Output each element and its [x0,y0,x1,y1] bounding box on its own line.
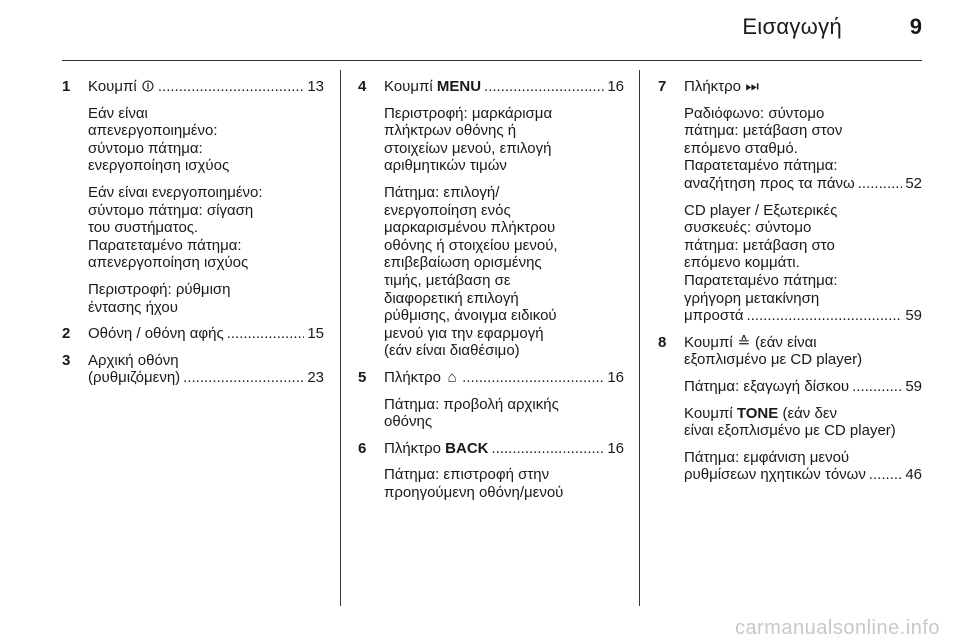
page-reference: 46 [905,466,922,484]
item-description: Πάτημα: επιστροφή στην προηγούμενη οθόνη/μενού [384,466,564,501]
button-name: MENU [436,78,482,95]
page-reference: 23 [307,369,324,387]
list-item-1 [62,78,324,316]
home-icon: ⌂ [447,368,457,386]
page-reference: 59 [905,377,922,395]
leader-dots [492,440,605,458]
item-description: Περιστροφή: ρύθμιση έντασης ήχου [88,280,231,316]
leader-dots [747,307,903,325]
leader-dots [462,369,604,387]
item-number: 8 [658,333,667,351]
leader-dots [484,78,604,96]
item-heading [88,78,324,96]
page-reference: 59 [905,307,922,325]
item-description: Πάτημα: προβολή αρχικής οθόνης [384,395,559,431]
list-item-3 [62,352,324,387]
page-title: Εισαγωγή [742,14,842,39]
list-item-8: 8 Κουμπί ≙ (εάν είναι εξοπλισμένο με CD player) Πάτημα: εξαγωγή δίσκου ..... 59 Κουμπί TONE (εάν δεν είναι εξοπλισμένο με CD player) Πάτημα: εμφάνιση μενού ρυθμίσεων ηχητικών τόνων ..... 46 [658,334,922,484]
list-item-5 [358,369,624,431]
button-name: TONE [736,404,779,422]
item-number: 6 [358,439,367,457]
leader-dots [869,466,902,484]
item-heading [684,78,922,96]
page-reference: 15 [307,325,324,343]
item-heading [384,369,624,387]
item-heading [88,325,324,343]
item-description-last-line: Πάτημα: εξαγωγή δίσκου ..... 59 [684,378,922,396]
column-3 [658,70,922,484]
button-name: BACK [445,439,489,457]
power-icon: ⏼ [141,78,154,95]
list-item-2 [62,325,324,343]
item-number: 7 [658,78,667,95]
item-description: Πάτημα: επιλογή/ ενεργοποίηση ενός μαρκαρισμένου πλήκτρου οθόνης ή στοιχείου μενού, επιβεβαίωση ορισμένης τιμής, μετάβαση σε διαφορετική επιλογή ρύθμισης, άνοιγμα ειδικού μενού για την εφαρμογή (εάν είναι διαθέσιμο) [384,183,558,360]
item-description: CD player / Εξωτερικές συσκευές: σύντομο πάτημα: μετάβαση στο επόμενο κομμάτι. Παρατεταμένο πάτημα: γρήγορη μετακίνηση [684,201,838,307]
list-item-4 [358,78,624,360]
item-label: Οθόνη / οθόνη αφής [88,325,224,343]
column-divider-2 [639,70,640,606]
item-description: Ραδιόφωνο: σύντομο πάτημα: μετάβαση στον επόμενο σταθμό. Παρατεταμένο πάτημα: [684,104,843,175]
next-track-icon: ⏭ [745,78,759,95]
watermark: carmanualsonline.info [734,617,940,639]
item-number: 2 [62,325,71,343]
leader-dots [858,175,903,193]
leader-dots [183,369,304,387]
item-label: Κουμπί [384,78,433,95]
page-reference: 16 [607,368,624,386]
tone-button-heading: Κουμπί TONE (εάν δεν [684,404,838,422]
item-label: Πλήκτρο [384,368,441,386]
item-label: Κουμπί [88,78,137,95]
item-description: Πάτημα: εμφάνιση μενού [684,448,850,466]
column-2 [358,70,624,501]
item-description: Περιστροφή: μαρκάρισμα πλήκτρων οθόνης ή στοιχείων μενού, επιλογή αριθμητικών τιμών [384,104,553,175]
item-label: Αρχική οθόνη [88,351,179,369]
leader-dots [227,325,305,343]
item-description-last-line: ρυθμίσεων ηχητικών τόνων ..... 46 [684,466,922,484]
item-heading [88,369,324,387]
item-number: 5 [358,368,367,386]
list-item-6 [358,440,624,502]
header-divider [62,60,922,61]
item-label: Κουμπί [684,333,733,351]
page-number: 9 [909,14,922,39]
page-reference: 16 [607,439,624,457]
item-number: 3 [62,351,71,369]
eject-icon: ≙ [737,333,751,351]
leader-dots [158,78,304,96]
item-description-last-line: μπροστά ..... 59 [684,307,922,325]
item-heading: Κουμπί ≙ (εάν είναι [684,333,817,351]
item-number: 1 [62,78,71,95]
item-label: (ρυθμιζόμενη) [88,369,181,387]
leader-dots [852,378,902,396]
column-divider-1 [340,70,341,606]
list-item-7 [658,78,922,325]
page-reference: 16 [607,78,624,95]
item-heading [384,78,624,96]
item-description: Εάν είναι απενεργοποιημένο: σύντομο πάτημα: ενεργοποίηση ισχύος [88,104,230,175]
item-description-last-line: αναζήτηση προς τα πάνω ..... 52 [684,175,922,193]
page-reference: 13 [307,78,324,95]
page-reference: 52 [905,174,922,192]
item-label: Πλήκτρο [384,439,441,457]
item-description: Εάν είναι ενεργοποιημένο: σύντομο πάτημα: σίγαση του συστήματος. Παρατεταμένο πάτημα: απενεργοποίηση ισχύος [88,183,263,272]
item-number: 4 [358,78,367,95]
item-heading [384,440,624,458]
column-1 [62,70,324,387]
item-label: Πλήκτρο [684,78,741,95]
